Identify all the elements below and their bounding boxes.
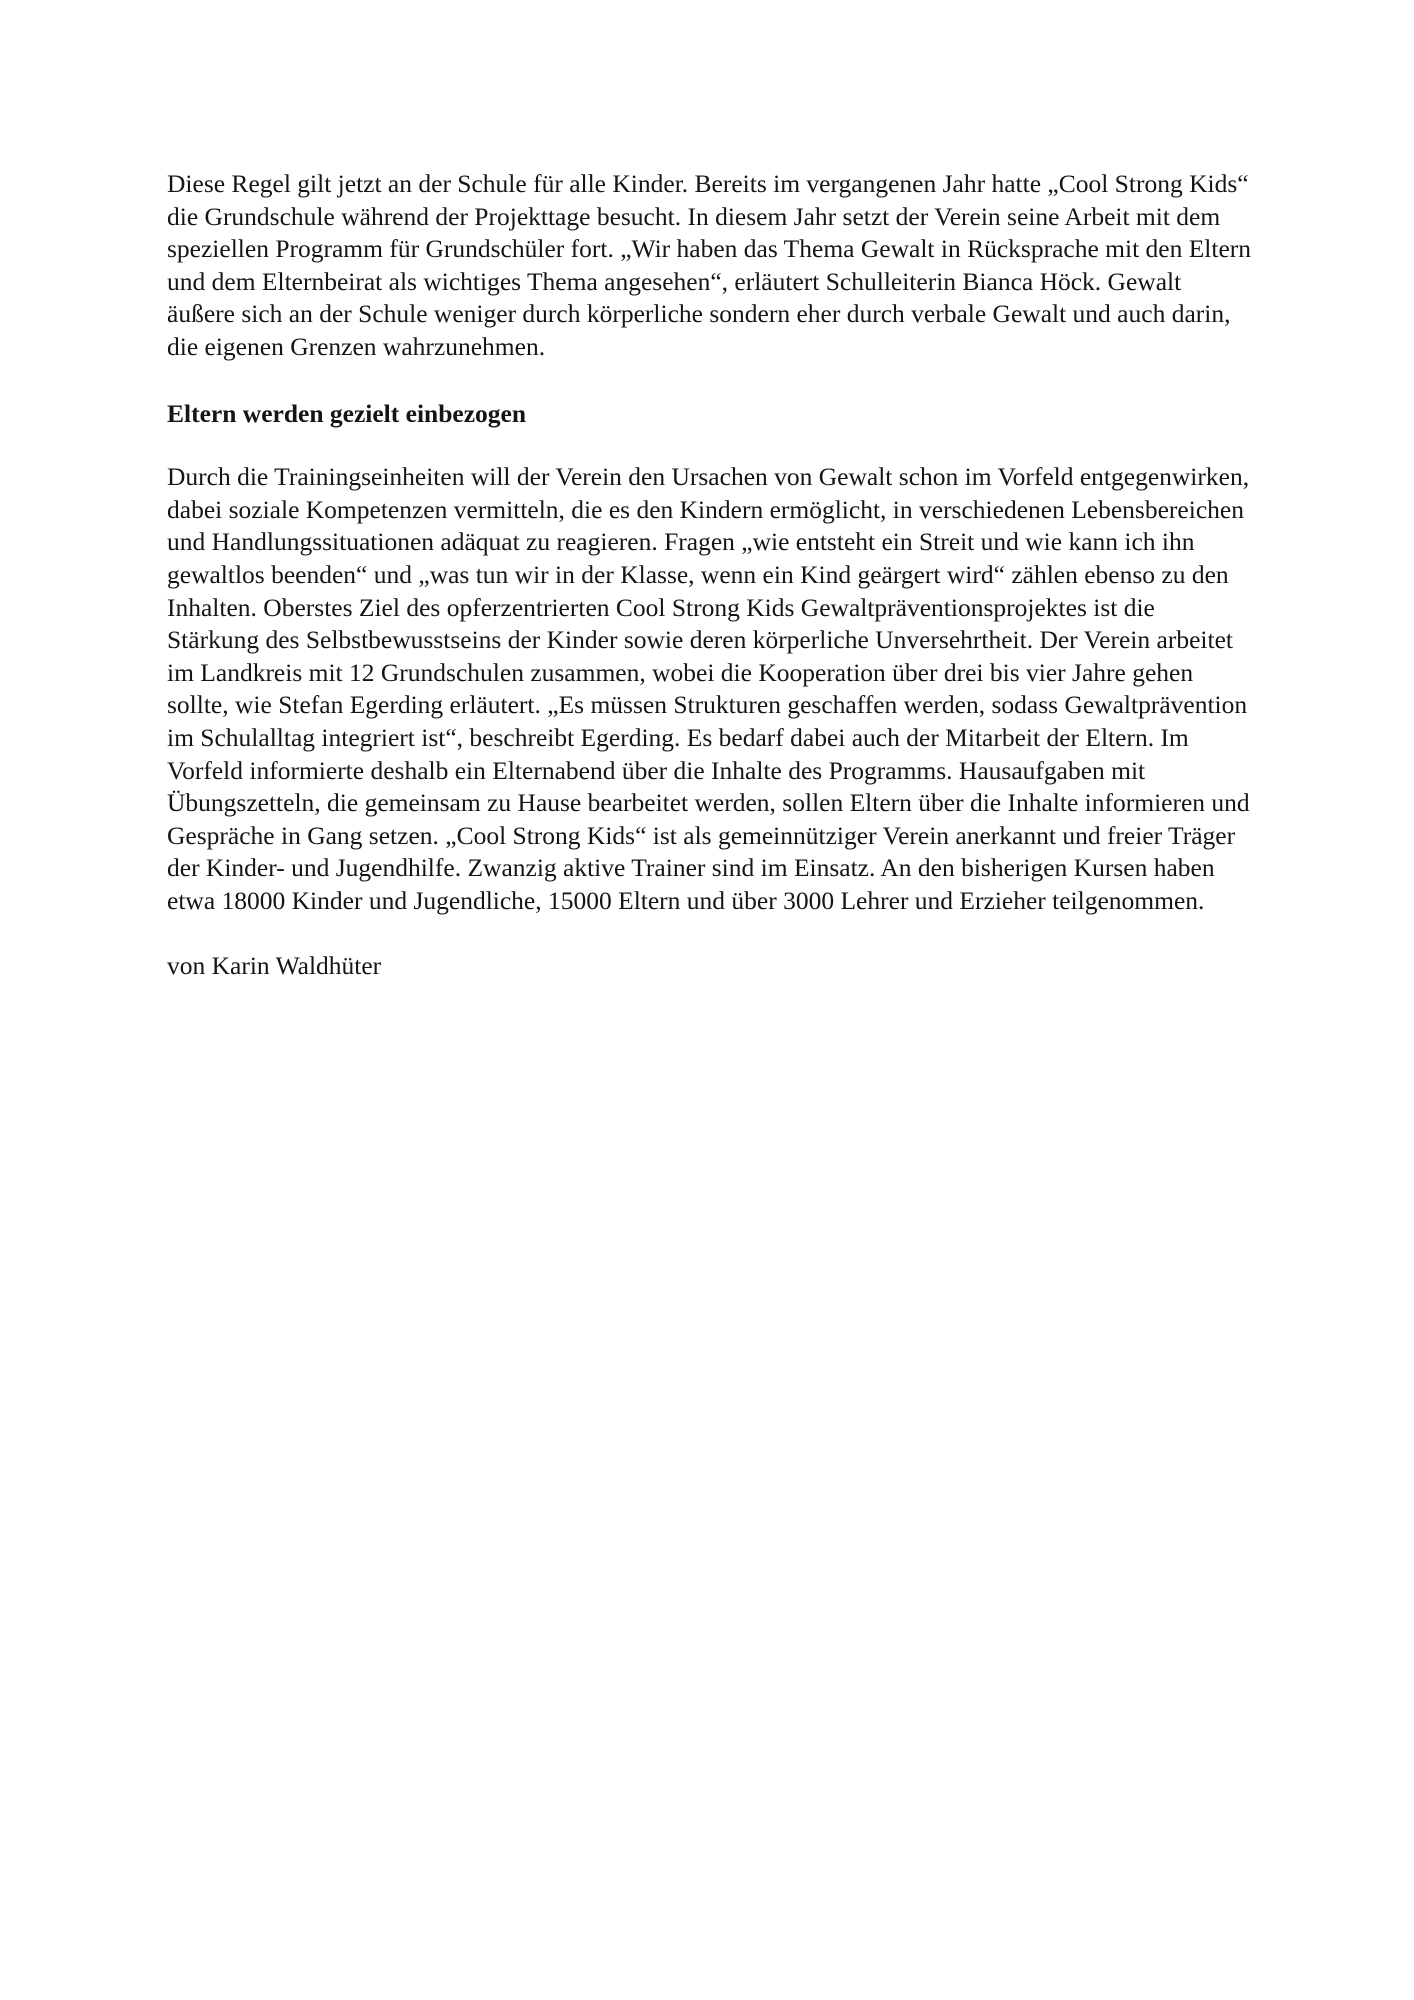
paragraph-spacer (167, 917, 1252, 950)
paragraph-spacer (167, 430, 1252, 461)
article-paragraph-body: Durch die Trainingseinheiten will der Verein den Ursachen von Gewalt schon im Vorfeld entgegenwirken, dabei soziale Kompetenzen vermitteln, die es den Kindern ermöglicht, in verschiedenen Lebensbereichen und Handlungssituationen adäquat zu reagieren. Fragen „wie entsteht ein Streit und wie kann ich ihn gewaltlos beenden“ und „was tun wir in der Klasse, wenn ein Kind geärgert wird“ zählen ebenso zu den Inhalten. Oberstes Ziel des opferzentrierten Cool Strong Kids Gewaltpräventionsprojektes ist die Stärkung des Selbstbewusstseins der Kinder sowie deren körperliche Unversehrtheit. Der Verein arbeitet im Landkreis mit 12 Grundschulen zusammen, wobei die Kooperation über drei bis vier Jahre gehen sollte, wie Stefan Egerding erläutert. „Es müssen Strukturen geschaffen werden, sodass Gewaltprävention im Schulalltag integriert ist“, beschreibt Egerding. Es bedarf dabei auch der Mitarbeit der Eltern. Im Vorfeld informierte deshalb ein Elternabend über die Inhalte des Programms. Hausaufgaben mit Übungszetteln, die gemeinsam zu Hause bearbeitet werden, sollen Eltern über die Inhalte informieren und Gespräche in Gang setzen. „Cool Strong Kids“ ist als gemeinnütziger Verein anerkannt und freier Träger der Kinder- und Jugendhilfe. Zwanzig aktive Trainer sind im Einsatz. An den bisherigen Kursen haben etwa 18000 Kinder und Jugendliche, 15000 Eltern und über 3000 Lehrer und Erzieher teilgenommen. (167, 462, 1250, 915)
paragraph-spacer (167, 364, 1252, 398)
byline: von Karin Waldhüter (167, 951, 382, 981)
section-heading: Eltern werden gezielt einbezogen (167, 398, 527, 428)
document-page (167, 168, 1252, 983)
article-paragraph-intro: Diese Regel gilt jetzt an der Schule für alle Kinder. Bereits im vergangenen Jahr hatte „Cool Strong Kids“ die Grundschule während der Projekttage besucht. In diesem Jahr setzt der Verein seine Arbeit mit dem speziellen Programm für Grundschüler fort. „Wir haben das Thema Gewalt in Rücksprache mit den Eltern und dem Elternbeirat als wichtiges Thema angesehen“, erläutert Schulleiterin Bianca Höck. Gewalt äußere sich an der Schule weniger durch körperliche sondern eher durch verbale Gewalt und auch darin, die eigenen Grenzen wahrzunehmen. (167, 169, 1252, 361)
